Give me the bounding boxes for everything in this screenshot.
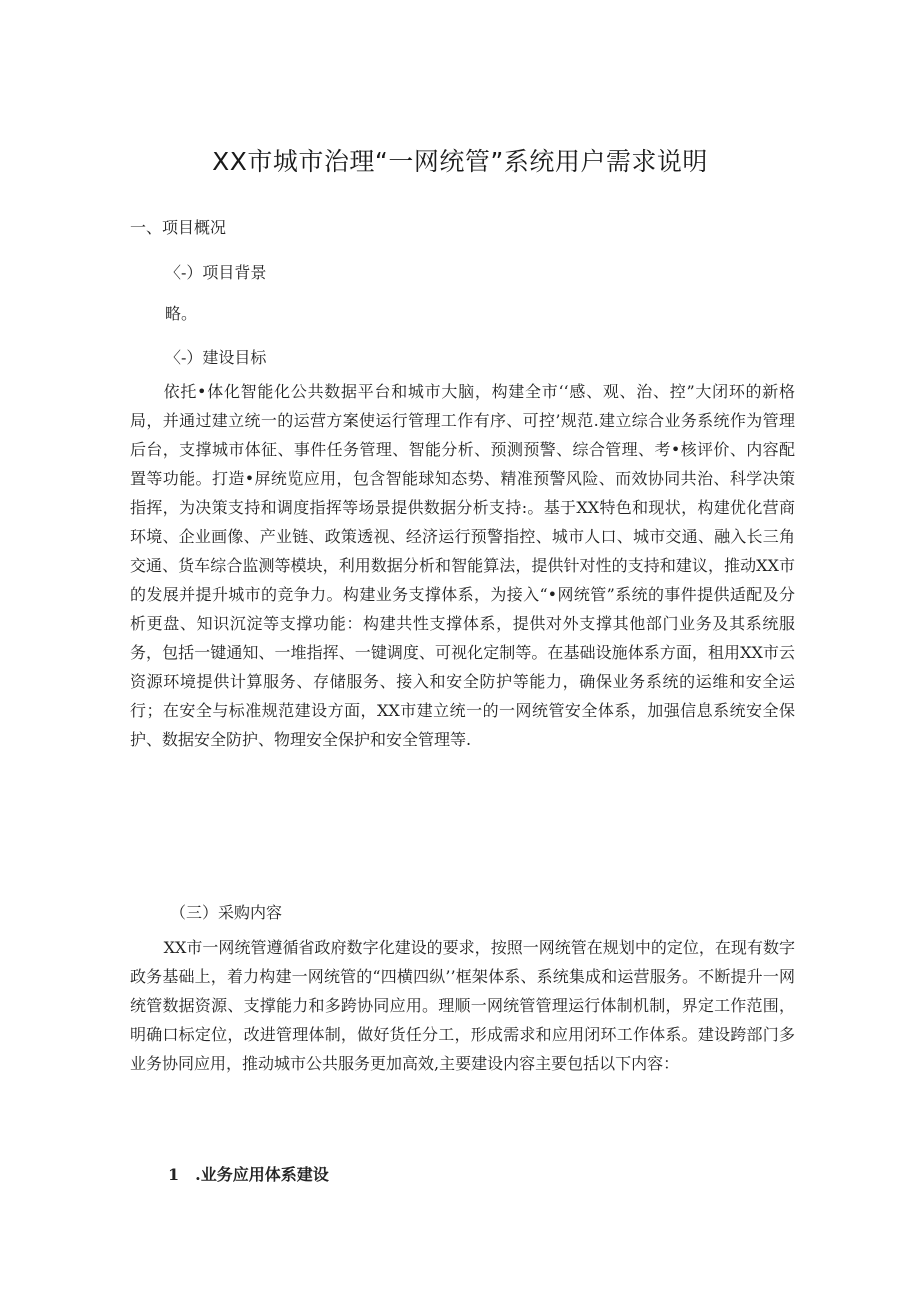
procurement-paragraph-text: XX市一网统管遵循省政府数字化建设的要求，按照一网统管在规划中的定位，在现有数字政务基础上，着力构建一网统管的“四横四纵’’框架体系、系统集成和运营服务。不断提升一网统管数据资源、支撑能力和多跨协同应用。理顺一网统管管理运行体制机制，界定工作范围，明确口标定位，改进管理体制，做好货任分工，形成需求和应用闭环工作体系。建设跨部门多业务协同应用，推动城市公共服务更加高效,主要建设内容主要包括以下内容： — [130, 938, 795, 1073]
subsection-procurement-paragraph — [130, 933, 795, 1078]
goals-paragraph-text: 依托•体化智能化公共数据平台和城市大脑，构建全市‘‘感、观、治、控”大闭环的新格局，并通过建立统一的运营方案使运行管理工作有序、可控’规范.建立综合业务系统作为管理后台，支撑城市体征、事件任务管理、智能分析、预测预警、综合管理、考•核评价、内容配置等功能。打造•屏统览应用，包含智能球知态势、精准预警风险、而效协同共治、科学决策指挥，为决策支持和调度指挥等场景提供数据分析支持:。基于XX特色和现状，构建优化营商环境、企业画像、产业链、政策透视、经济运行预警指控、城市人口、城市交通、融入长三角交通、货车综合监测等模块，利用数据分析和智能算法，提供针对性的支持和建议，推动XX市的发展并提升城市的竞争力。构建业务支撑体系，为接入“•网统管”系统的事件提供适配及分析更盘、知识沉淀等支撑功能：构建共性支撑体系，提供对外支撑其他部门业务及其系统服务，包括一键通知、一堆指挥、一键调度、可视化定制等。在基础设施体系方面，租用XX市云资源环境提供计算服务、存储服务、接入和安全防护等能力，确保业务系统的运维和安全运行；在安全与标准规范建设方面，XX市建立统一的一网统管安全体系，加强信息系统安全保护、数据安全防护、物理安全保护和安全管理等. — [130, 382, 795, 749]
subsection-heading-procurement: （三）采购内容 — [170, 903, 283, 922]
section-heading-project-overview: 一、项目概况 — [130, 218, 227, 237]
subsection-goals-paragraph — [130, 377, 795, 754]
subsection-heading-background: 〈-）项目背景 — [165, 263, 267, 282]
subsection-background-body: 略。 — [165, 304, 198, 323]
document-title: XX市城市治理“一网统管”系统用户需求说明 — [212, 147, 708, 176]
subsection-heading-goals: 〈-）建设目标 — [165, 348, 267, 367]
item-heading-business-apps: 1 .业务应用体系建设 — [168, 1165, 329, 1184]
